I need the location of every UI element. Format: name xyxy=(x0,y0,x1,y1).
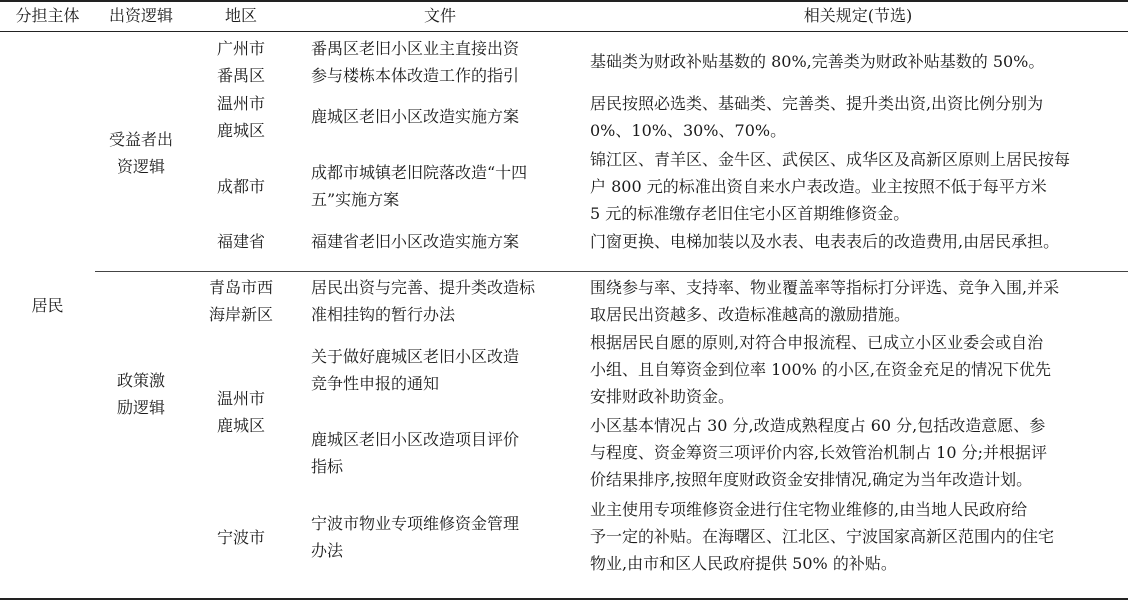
header-region: 地区 xyxy=(224,6,257,25)
document-cell: 鹿城区老旧小区改造实施方案 xyxy=(311,107,520,126)
document-cell: 成都市城镇老旧院落改造“十四 五”实施方案 xyxy=(311,163,528,209)
document-cell: 福建省老旧小区改造实施方案 xyxy=(311,232,520,251)
provision-cell: 小区基本情况占 30 分,改造成熟程度占 60 分,包括改造意愿、参 与程度、资金筹资三项评价内容,长效管治机制占 10 分;并根据评 价结果排序,按照年度财政资金安排情况,确定为当年改造计划。 xyxy=(590,416,1048,489)
region-cell: 成都市 xyxy=(216,177,265,196)
provision-cell: 基础类为财政补贴基数的 80%,完善类为财政补贴基数的 50%。 xyxy=(590,52,1045,71)
region-cell: 温州市 鹿城区 xyxy=(216,389,265,435)
provision-cell: 居民按照必选类、基础类、完善类、提升类出资,出资比例分别为 0%、10%、30%、70%。 xyxy=(590,94,1044,140)
logic-cell: 受益者出 资逻辑 xyxy=(108,130,173,176)
region-cell: 宁波市 xyxy=(216,528,265,547)
document-cell: 宁波市物业专项维修资金管理 办法 xyxy=(311,514,520,560)
document-cell: 番禺区老旧小区业主直接出资 参与楼栋本体改造工作的指引 xyxy=(311,39,520,85)
provision-cell: 根据居民自愿的原则,对符合申报流程、已成立小区业委会或自治 小组、且自筹资金到位率 100% 的小区,在资金充足的情况下优先 安排财政补助资金。 xyxy=(590,333,1052,406)
provision-cell: 业主使用专项维修资金进行住宅物业维修的,由当地人民政府给 予一定的补贴。在海曙区、江北区、宁波国家高新区范围内的住宅 物业,由市和区人民政府提供 50% 的补贴。 xyxy=(590,500,1055,573)
provision-cell: 锦江区、青羊区、金牛区、武侯区、成华区及高新区原则上居民按每 户 800 元的标准出资自来水户表改造。业主按照不低于每平方米 5 元的标准缴存老旧住宅小区首期维修资金。 xyxy=(590,150,1071,223)
subject-cell: 居民 xyxy=(31,296,64,315)
provision-cell: 门窗更换、电梯加装以及水表、电表表后的改造费用,由居民承担。 xyxy=(590,232,1060,251)
provision-cell: 围绕参与率、支持率、物业覆盖率等指标打分评选、竞争入围,并采 取居民出资越多、改造标准越高的激励措施。 xyxy=(590,278,1060,324)
header-subject: 分担主体 xyxy=(15,6,80,25)
region-cell: 温州市 鹿城区 xyxy=(216,94,265,140)
table-bottom-rule xyxy=(0,598,1128,600)
group-divider xyxy=(95,271,1128,272)
header-logic: 出资逻辑 xyxy=(108,6,173,25)
region-cell: 广州市 番禺区 xyxy=(216,39,265,85)
document-cell: 关于做好鹿城区老旧小区改造 竞争性申报的通知 xyxy=(311,347,520,393)
document-cell: 居民出资与完善、提升类改造标 准相挂钩的暂行办法 xyxy=(311,278,536,324)
document-cell: 鹿城区老旧小区改造项目评价 指标 xyxy=(311,430,520,476)
header-provisions: 相关规定(节选) xyxy=(803,6,913,25)
logic-cell: 政策激 励逻辑 xyxy=(116,371,165,417)
header-document: 文件 xyxy=(423,6,456,25)
region-cell: 青岛市西 海岸新区 xyxy=(208,278,273,324)
table-top-rule xyxy=(0,0,1128,2)
region-cell: 福建省 xyxy=(216,232,265,251)
header-rule xyxy=(0,31,1128,32)
